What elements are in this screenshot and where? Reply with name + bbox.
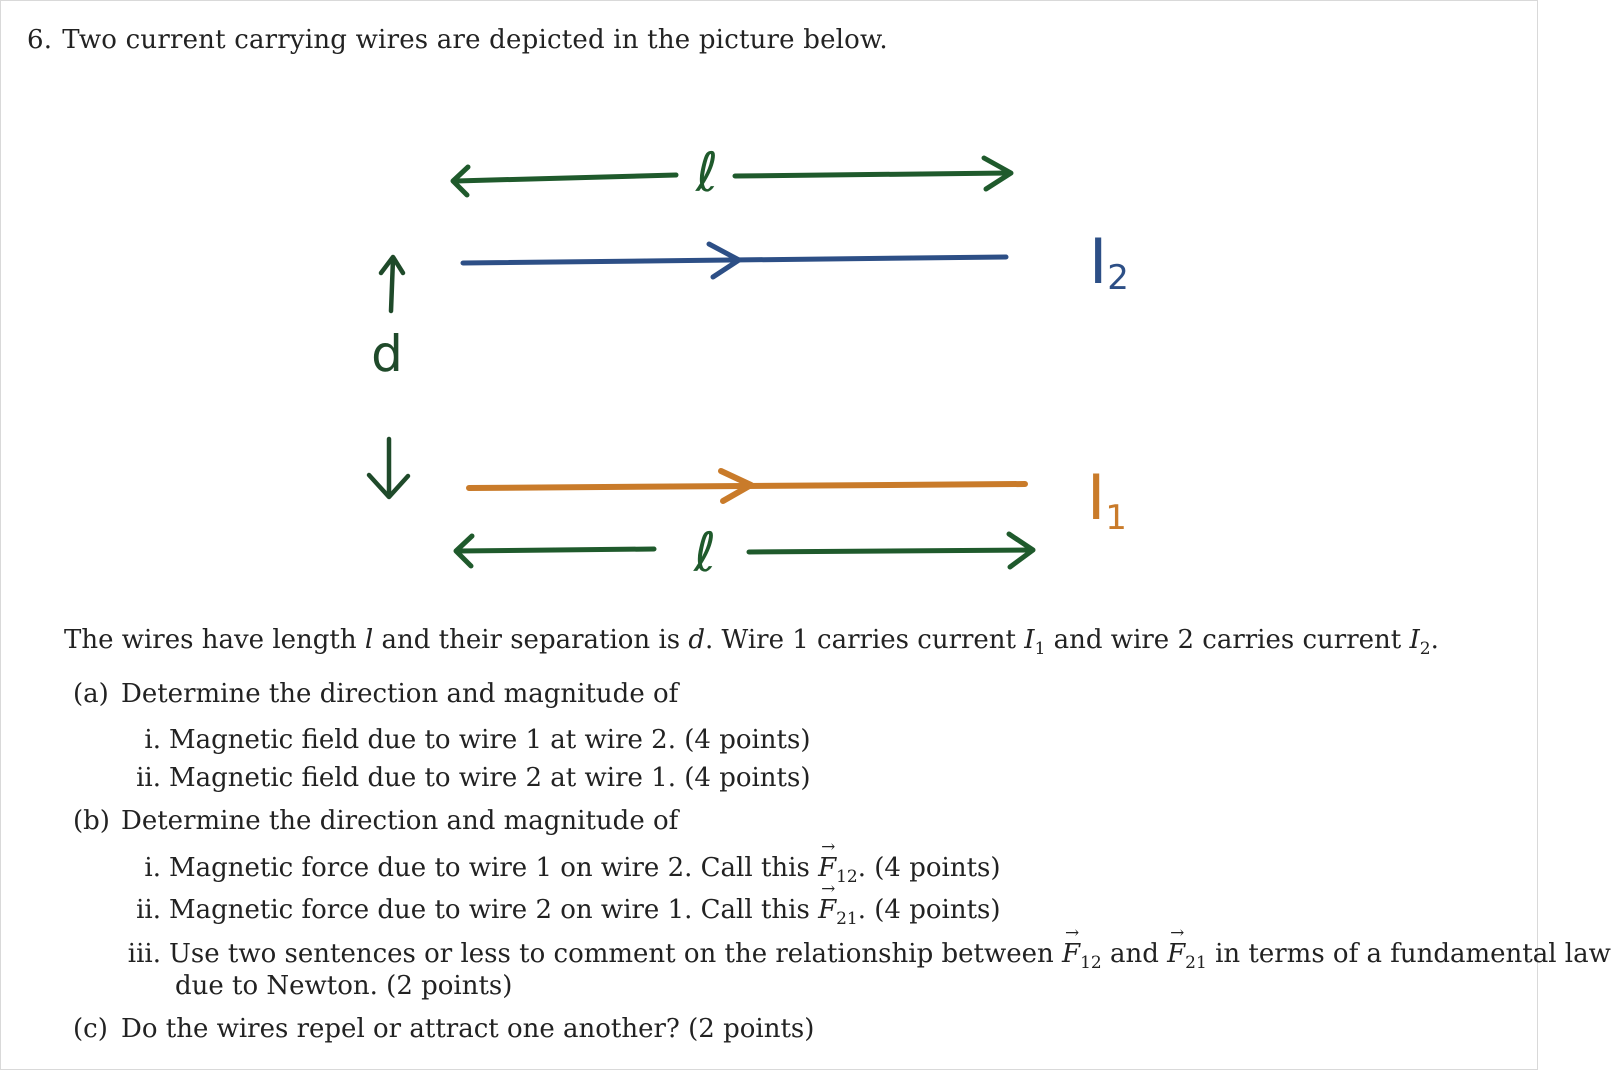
part-b-ii [123,895,1001,929]
part-b-text: Determine the direction and magnitude of [121,806,679,836]
part-b-label: (b) [73,806,110,836]
part-b-iii-continuation: due to Newton. (2 points) [175,971,513,1001]
force-subscript: 21 [836,909,858,930]
part-a-label: (a) [73,679,109,709]
force-subscript: 12 [836,867,858,888]
intro-text: . Wire 1 carries current [705,625,1025,655]
intro-text: The wires have length [64,625,365,655]
intro-text: and wire 2 carries current [1045,625,1410,655]
force-vector-symbol: → F [1062,939,1080,969]
length-symbol: l [364,625,374,655]
problem-statement: Two current carrying wires are depicted in the picture below. [62,25,888,55]
part-c-text: Do the wires repel or attract one another? (2 points) [121,1014,815,1044]
part-b-i-text: Magnetic force due to wire 1 on wire 2. Call this [169,853,819,883]
part-a-ii-text: Magnetic field due to wire 2 at wire 1. (4 points) [169,763,811,793]
wire-1-label-subscript: 1 [1105,498,1127,538]
part-b-i-points: . (4 points) [857,853,1001,883]
bottom-length-label: ℓ [693,521,717,584]
separation-arrow-up [381,257,403,311]
part-c-label: (c) [73,1014,108,1044]
part-b-ii-points: . (4 points) [857,895,1001,925]
part-b-i-number: i. [144,853,161,883]
part-a-i-text: Magnetic field due to wire 1 at wire 2. (4 points) [169,725,811,755]
wire-1 [469,471,1025,501]
force-subscript: 21 [1185,953,1207,974]
part-a-i [123,725,810,755]
wire-2 [463,244,1006,277]
wire-1-label-letter: I [1087,461,1106,534]
force-vector-symbol: → F [818,895,836,925]
part-a [73,679,678,709]
wire-1-label [1087,461,1127,538]
problem-intro [64,625,1439,659]
current-2-symbol: I [1409,625,1420,655]
part-b-iii-text: and [1101,939,1168,969]
part-a-text: Determine the direction and magnitude of [121,679,679,709]
wire-2-label-letter: I [1089,225,1108,298]
part-b [73,806,678,836]
top-length-arrow [453,158,1011,195]
part-b-iii-text: in terms of a fundamental law [1206,939,1611,969]
wires-figure [1,1,1539,621]
wire-2-label [1089,225,1129,298]
intro-text: . [1430,625,1439,655]
top-length-label: ℓ [695,141,719,204]
part-b-i [123,853,1001,887]
part-b-iii [123,939,1611,973]
current-1-subscript: 1 [1034,639,1046,660]
problem-number: 6. [27,25,53,55]
part-a-ii [123,763,810,793]
force-subscript: 12 [1080,953,1102,974]
separation-arrow-down [369,439,408,497]
separation-label: d [371,325,403,383]
current-2-subscript: 2 [1419,639,1431,660]
part-b-ii-number: ii. [136,895,161,925]
current-1-symbol: I [1024,625,1035,655]
intro-text: and their separation is [373,625,689,655]
separation-symbol: d [688,625,706,655]
part-b-iii-number: iii. [127,939,161,969]
part-a-ii-number: ii. [136,763,161,793]
bottom-length-arrow [456,534,1033,567]
wire-2-label-subscript: 2 [1107,258,1129,298]
force-vector-symbol: → F [818,853,836,883]
part-a-i-number: i. [144,725,161,755]
part-c [73,1014,814,1044]
part-b-ii-text: Magnetic force due to wire 2 on wire 1. Call this [169,895,819,925]
force-vector-symbol: → F [1167,939,1185,969]
part-b-iii-text: Use two sentences or less to comment on the relationship between [169,939,1063,969]
